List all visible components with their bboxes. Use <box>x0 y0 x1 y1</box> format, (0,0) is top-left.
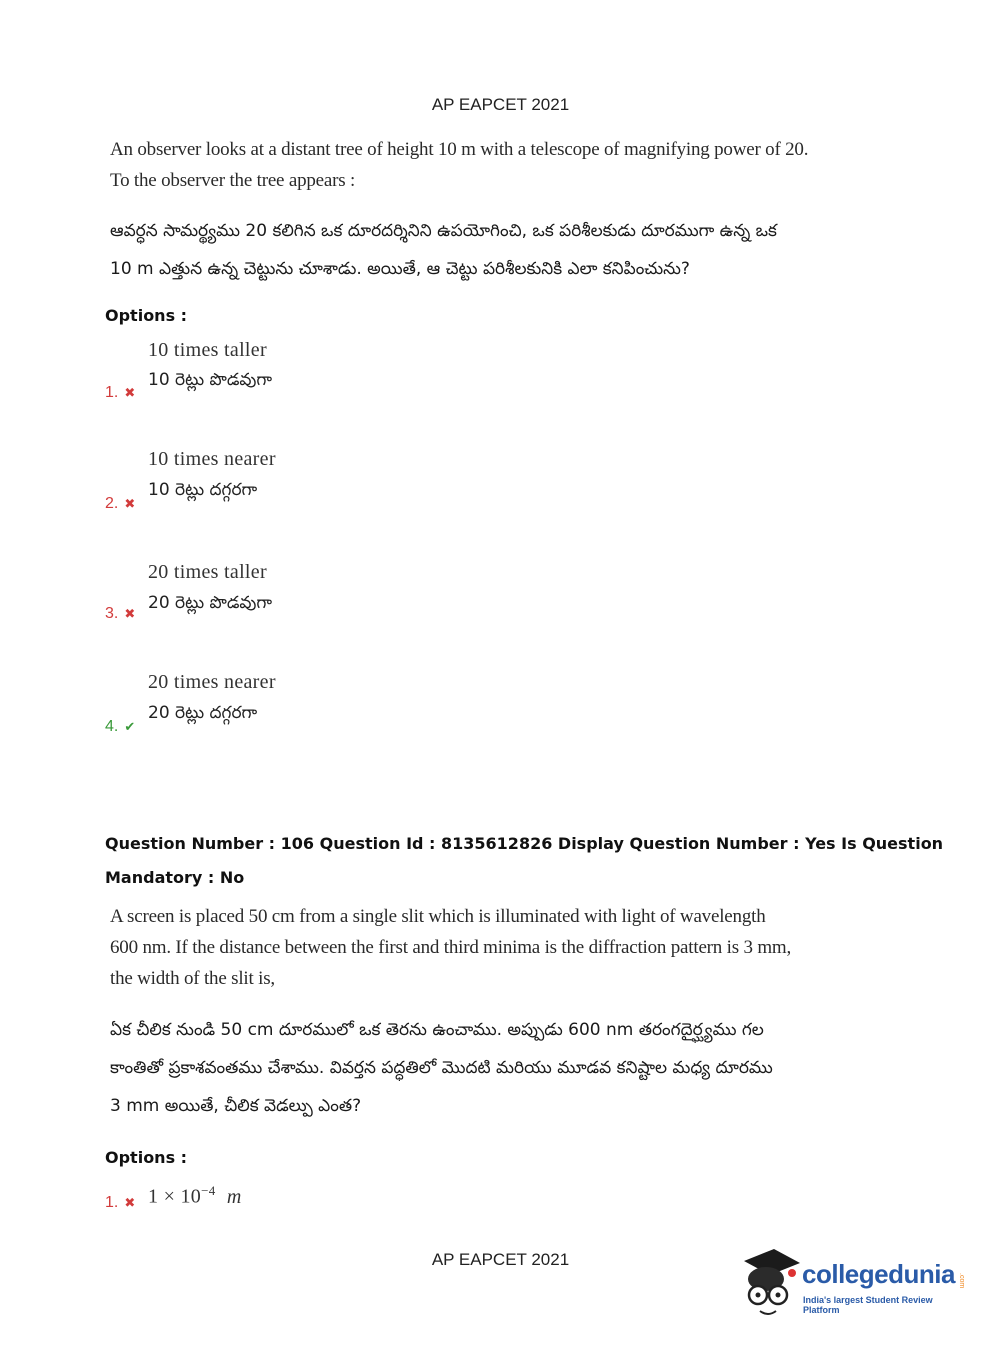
cross-icon: ✖ <box>124 496 136 511</box>
question-text-line: ఆవర్ధన సామర్థ్యము 20 కలిగిన ఒక దూరదర్శినిని ఉపయోగించి, ఒక పరిశీలకుడు దూరముగా ఉన్న ఒక <box>110 221 777 241</box>
question-1-telugu <box>110 212 777 288</box>
exponent: −4 <box>201 1183 216 1198</box>
option-2-telugu: 10 రెట్లు దగ్గరగా <box>148 480 258 500</box>
question-text-line: To the observer the tree appears : <box>110 170 356 191</box>
question-2-telugu <box>110 1011 773 1125</box>
question-meta <box>105 827 943 895</box>
question-meta-line: Question Number : 106 Question Id : 8135612826 Display Question Number : Yes Is Question <box>105 834 944 853</box>
options-label: Options : <box>105 306 188 325</box>
q2-option-1-number: 1. ✖ <box>105 1194 136 1211</box>
logo-wordmark: collegedunia <box>802 1259 955 1289</box>
option-1-number: 1. ✖ <box>105 384 136 401</box>
option-3-telugu: 20 రెట్లు పొడవుగా <box>148 593 273 613</box>
logo-dotcom: .com <box>958 1273 965 1289</box>
question-meta-line: Mandatory : No <box>105 868 245 887</box>
q2-option-1-value: $1 \times 10^{-4}$ m <box>148 1183 242 1208</box>
option-4-english: 20 times nearer <box>148 671 276 693</box>
page-footer-title: AP EAPCET 2021 <box>431 1250 570 1269</box>
cross-icon: ✖ <box>124 606 136 621</box>
check-icon: ✔ <box>124 719 136 734</box>
collegedunia-logo[interactable] <box>740 1247 970 1319</box>
question-text-line: ఏక చీలిక నుండి 50 cm దూరములో ఒక తెరను ఉంచాము. అప్పుడు 600 nm తరంగదైర్ఘ్యము గల <box>110 1020 764 1040</box>
option-2-english: 10 times nearer <box>148 448 276 470</box>
question-1-english <box>110 134 808 196</box>
question-text-line: 10 m ఎత్తున ఉన్న చెట్టును చూశాడు. అయితే, ఆ చెట్టు పరిశీలకునికి ఎలా కనిపించును? <box>110 259 690 279</box>
option-3-english: 20 times taller <box>148 561 267 583</box>
options-label: Options : <box>105 1148 188 1167</box>
option-4-telugu: 20 రెట్లు దగ్గరగా <box>148 703 258 723</box>
cross-icon: ✖ <box>124 1195 136 1210</box>
logo-tagline: India's largest Student Review Platform <box>803 1295 933 1315</box>
option-2-number: 2. ✖ <box>105 495 136 512</box>
question-text-line: the width of the slit is, <box>110 968 275 989</box>
option-1-english: 10 times taller <box>148 339 267 361</box>
page-header-title: AP EAPCET 2021 <box>431 95 570 114</box>
option-3-number: 3. ✖ <box>105 605 136 622</box>
question-text-line: A screen is placed 50 cm from a single slit which is illuminated with light of wavelength <box>110 906 766 927</box>
option-1-telugu: 10 రెట్లు పొడవుగా <box>148 370 273 390</box>
option-4-number: 4. ✔ <box>105 718 136 735</box>
cross-icon: ✖ <box>124 385 136 400</box>
unit: m <box>226 1185 242 1208</box>
mascot-icon <box>740 1247 802 1319</box>
question-2-english <box>110 901 791 994</box>
question-text-line: కాంతితో ప్రకాశవంతము చేశాము. వివర్తన పద్ధతిలో మొదటి మరియు మూడవ కనిష్టాల మధ్య దూరము <box>110 1058 773 1078</box>
question-text-line: 3 mm అయితే, చీలిక వెడల్పు ఎంత? <box>110 1096 362 1116</box>
question-text-line: 600 nm. If the distance between the first and third minima is the diffraction pattern is 3 mm, <box>110 937 792 958</box>
question-text-line: An observer looks at a distant tree of height 10 m with a telescope of magnifying power of 20. <box>110 139 809 160</box>
